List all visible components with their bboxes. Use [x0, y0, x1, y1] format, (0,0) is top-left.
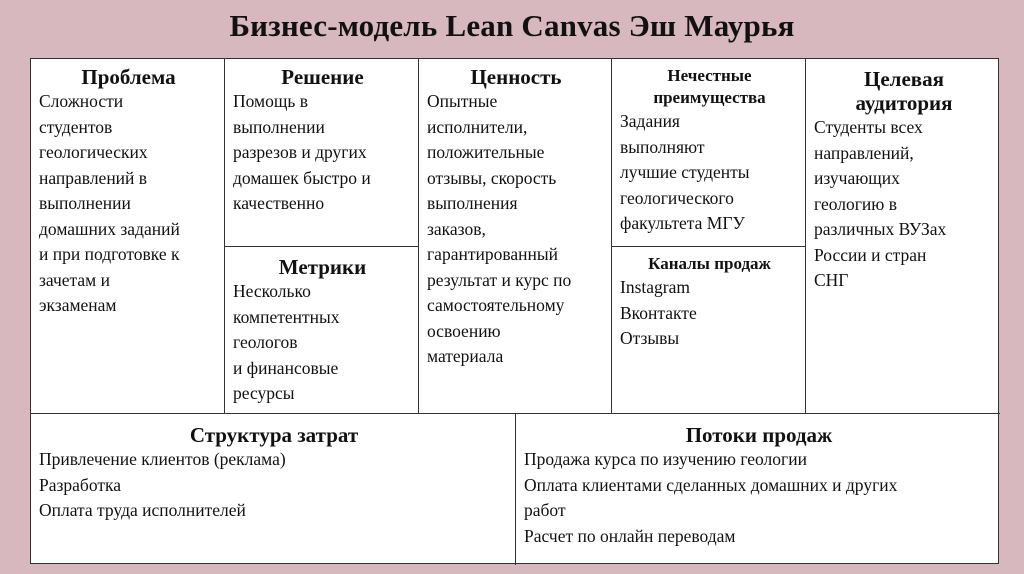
text-line: различных ВУЗах: [814, 219, 947, 239]
problem-text: [39, 89, 218, 319]
text-line: домашних заданий: [39, 218, 180, 239]
text-line: изучающих: [814, 168, 900, 188]
text-line: выполнения: [427, 193, 518, 213]
text-line: положительные: [427, 142, 545, 162]
value-block: [419, 65, 611, 370]
heading-line: преимущества: [653, 88, 766, 107]
text-line: гарантированный: [427, 244, 558, 264]
text-line: геологов: [233, 332, 298, 352]
revenue-text: [524, 447, 994, 549]
problem-block: [31, 65, 224, 319]
text-line: работ: [524, 500, 566, 520]
channels-heading: Каналы продаж: [648, 254, 771, 273]
advantage-block: [612, 65, 805, 237]
text-line: и при подготовке к: [39, 244, 180, 264]
text-line: и финансовые: [233, 357, 339, 378]
text-line: освоению: [427, 320, 501, 341]
text-line: разрезов и других: [233, 142, 367, 162]
page-title: Бизнес-модель Lean Canvas Эш Маурья: [229, 8, 795, 43]
divider: [611, 246, 805, 247]
audience-heading: [814, 67, 994, 115]
text-line: СНГ: [814, 270, 849, 290]
text-line: направлений в: [39, 167, 148, 188]
text-line: Сложности: [39, 91, 124, 111]
metrics-block: [225, 255, 418, 407]
text-line: самостоятельному: [427, 295, 565, 315]
text-line: лучшие студенты: [620, 162, 750, 182]
text-line: выполнении: [233, 116, 325, 137]
problem-heading: Проблема: [81, 65, 176, 89]
text-line: Задания: [620, 111, 680, 131]
text-line: компетентных: [233, 306, 340, 327]
text-line: Несколько: [233, 281, 311, 301]
channels-text: [620, 275, 799, 352]
text-line: качественно: [233, 193, 325, 213]
channels-block: [612, 253, 805, 352]
text-line: выполняют: [620, 136, 705, 157]
value-text: [427, 89, 605, 370]
text-line: Оплата труда исполнителей: [39, 500, 246, 520]
text-line: Расчет по онлайн переводам: [524, 525, 736, 546]
text-line: отзывы, скорость: [427, 167, 557, 188]
text-line: направлений,: [814, 142, 914, 163]
text-line: факультета МГУ: [620, 213, 745, 233]
metrics-heading: Метрики: [278, 255, 367, 279]
solution-heading: Решение: [281, 65, 364, 89]
text-line: экзаменам: [39, 295, 117, 315]
audience-text: [814, 115, 994, 294]
text-line: зачетам и: [39, 269, 110, 290]
text-line: заказов,: [427, 218, 486, 239]
text-line: Вконтакте: [620, 302, 697, 323]
text-line: материала: [427, 346, 504, 366]
text-line: геологию в: [814, 193, 897, 214]
text-line: Разработка: [39, 474, 122, 495]
text-line: ресурсы: [233, 383, 295, 403]
text-line: Привлечение клиентов (реклама): [39, 449, 286, 469]
lean-canvas-table: [30, 58, 999, 564]
heading-line: Целевая: [864, 67, 944, 91]
text-line: России и стран: [814, 244, 927, 265]
metrics-text: [233, 279, 412, 407]
value-heading: Ценность: [470, 65, 562, 89]
text-line: Instagram: [620, 277, 690, 297]
solution-block: [225, 65, 418, 217]
text-line: домашек быстро и: [233, 167, 371, 188]
costs-text: [39, 447, 509, 524]
text-line: Опытные: [427, 91, 498, 111]
audience-block: [806, 67, 1000, 294]
text-line: Оплата клиентами сделанных домашних и других: [524, 474, 898, 495]
text-line: исполнители,: [427, 116, 528, 137]
solution-text: [233, 89, 412, 217]
text-line: студентов: [39, 116, 113, 137]
text-line: Студенты всех: [814, 117, 923, 137]
heading-line: аудитория: [855, 91, 953, 115]
text-line: геологических: [39, 142, 148, 162]
text-line: Продажа курса по изучению геологии: [524, 449, 807, 469]
revenue-block: [516, 423, 1000, 549]
costs-heading: Структура затрат: [189, 423, 359, 447]
text-line: Помощь в: [233, 91, 308, 111]
text-line: Отзывы: [620, 328, 680, 348]
divider: [224, 246, 418, 247]
revenue-heading: Потоки продаж: [685, 423, 833, 447]
advantage-heading: [620, 65, 799, 109]
text-line: геологического: [620, 187, 734, 208]
text-line: результат и курс по: [427, 269, 572, 290]
heading-line: Нечестные: [667, 66, 752, 85]
text-line: выполнении: [39, 193, 131, 213]
costs-block: [31, 423, 515, 524]
advantage-text: [620, 109, 799, 237]
